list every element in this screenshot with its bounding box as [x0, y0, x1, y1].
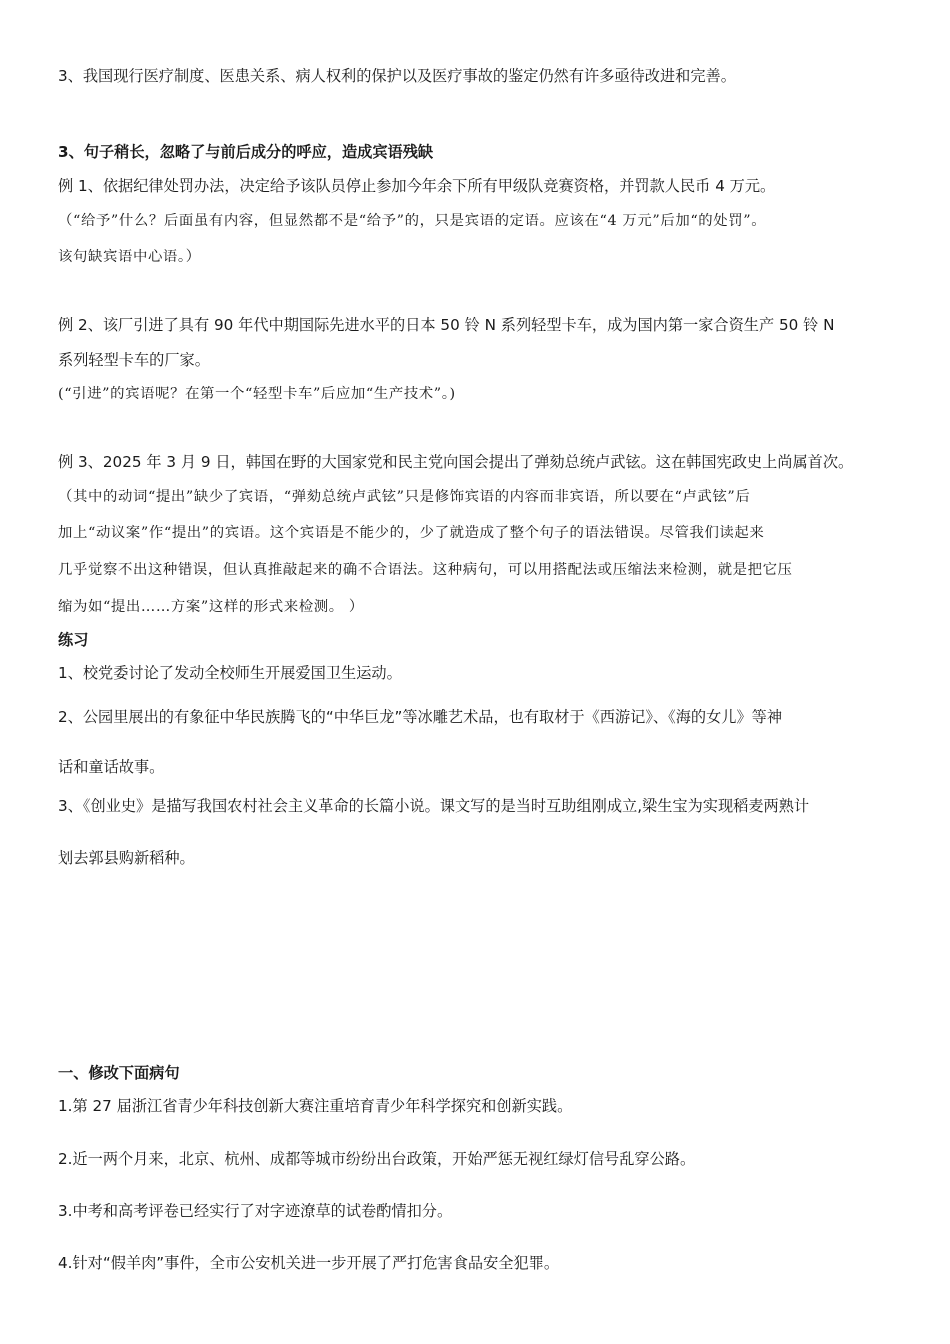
exercise-item-1: 1.第 27 届浙江省青少年科技创新大赛注重培育青少年科学探究和创新实践。	[58, 1097, 573, 1115]
example-2-note: (“引进”的宾语呢？在第一个“轻型卡车”后应加“生产技术”。)	[58, 386, 456, 402]
prev-item-3: 3、我国现行医疗制度、医患关系、病人权利的保护以及医疗事故的鉴定仍然有许多亟待改进和完善。	[58, 67, 736, 85]
example-3-note-line-3: 几乎觉察不出这种错误，但认真推敲起来的确不合语法。这种病句，可以用搭配法或压缩法来检测，就是把它压	[58, 562, 793, 578]
exercise-heading: 一、修改下面病句	[58, 1064, 180, 1082]
example-2-text-line-2: 系列轻型卡车的厂家。	[58, 351, 210, 369]
example-1-text: 例 1、依据纪律处罚办法，决定给予该队员停止参加今年余下所有甲级队竞赛资格，并罚款人民币 4 万元。	[58, 177, 776, 195]
practice-item-3-line-2: 划去郭县购新稻种。	[58, 849, 195, 867]
example-3-text: 例 3、2025 年 3 月 9 日，韩国在野的大国家党和民主党向国会提出了弹劾总统卢武铉。这在韩国宪政史上尚属首次。	[58, 453, 854, 471]
practice-item-1: 1、校党委讨论了发动全校师生开展爱国卫生运动。	[58, 664, 402, 682]
exercise-item-2: 2.近一两个月来，北京、杭州、成都等城市纷纷出台政策，开始严惩无视红绿灯信号乱穿公路。	[58, 1150, 696, 1168]
exercise-item-4: 4.针对“假羊肉”事件，全市公安机关进一步开展了严打危害食品安全犯罪。	[58, 1254, 560, 1272]
example-3-note-line-1: （其中的动词“提出”缺少了宾语，“弹劾总统卢武铉”只是修饰宾语的内容而非宾语，所以要在“卢武铉”后	[58, 489, 751, 505]
example-3-note-line-4: 缩为如“提出……方案”这样的形式来检测。 ）	[58, 599, 364, 615]
practice-item-3-line-1: 3、《创业史》是描写我国农村社会主义革命的长篇小说。课文写的是当时互助组刚成立,梁生宝为实现稻麦两熟计	[58, 797, 810, 815]
exercise-item-3: 3.中考和高考评卷已经实行了对字迹潦草的试卷酌情扣分。	[58, 1202, 453, 1220]
section-3-heading: 3、句子稍长，忽略了与前后成分的呼应，造成宾语残缺	[58, 143, 434, 161]
practice-item-2-line-1: 2、公园里展出的有象征中华民族腾飞的“中华巨龙”等冰雕艺术品，也有取材于《西游记》、《海的女儿》等神	[58, 708, 783, 726]
example-1-note-line-1: （“给予”什么？后面虽有内容，但显然都不是“给予”的，只是宾语的定语。应该在“4 万元”后加“的处罚”。	[58, 213, 767, 229]
example-2-text-line-1: 例 2、该厂引进了具有 90 年代中期国际先进水平的日本 50 铃 N 系列轻型卡车，成为国内第一家合资生产 50 铃 N	[58, 316, 835, 334]
practice-heading: 练习	[58, 631, 89, 649]
example-1-note-line-2: 该句缺宾语中心语。）	[58, 249, 201, 265]
example-3-note-line-2: 加上“动议案”作“提出”的宾语。这个宾语是不能少的，少了就造成了整个句子的语法错误。尽管我们读起来	[58, 525, 765, 541]
practice-item-2-line-2: 话和童话故事。	[58, 758, 165, 776]
